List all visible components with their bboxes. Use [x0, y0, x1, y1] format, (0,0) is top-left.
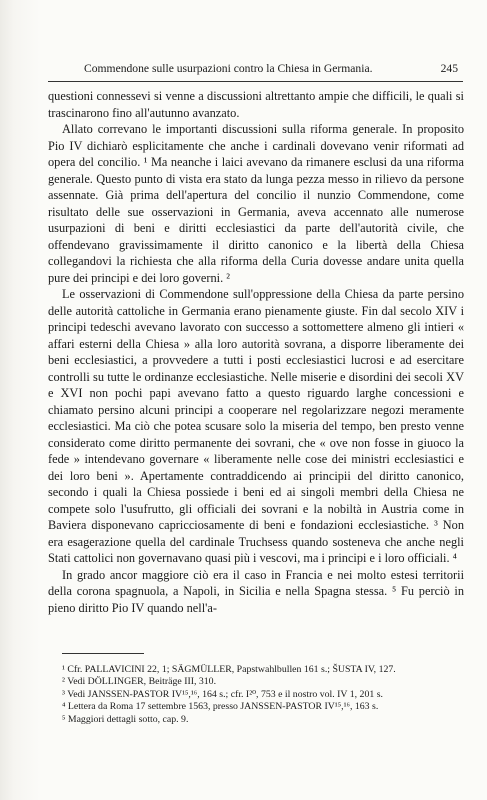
footnote: ⁵ Maggiori dettagli sotto, cap. 9.: [62, 713, 189, 725]
paragraph: Allato correvano le importanti discussioni sulla riforma generale. In proposito Pio IV dichiarò esplicitamente che anche i cardinali dovevano venir riformati ad opera del concilio. ¹ Ma neanche i laici avevano da rimanere esclusi da una riforma generale. Questo punto di vista era stato da lunga pezza messo in rilievo da persone assennate. Già prima dell'apertura del concilio il nunzio Commendone, come risultato delle sue osservazioni in Germania, aveva accennato alle numerose usurpazioni di beni e diritti ecclesiastici da parte dell'autorità civile, che offendevano gravissimamente il diritto canonico e la libertà della Chiesa collegandovi la richiesta che alla riforma della Curia dovesse andare unita quella pure dei principi e dei loro governi. ²: [48, 122, 464, 285]
paragraph-continuation: questioni connessevi si venne a discussioni altrettanto ampie che difficili, le quali si trascinarono fino all'autunno avanzato.: [48, 89, 464, 120]
footnote: ³ Vedi JANSSEN-PASTOR IV¹⁵,¹⁶, 164 s.; cfr. I²⁰, 753 e il nostro vol. IV 1, 201 s.: [62, 688, 383, 700]
footnote: ¹ Cfr. PALLAVICINI 22, 1; SÄGMÜLLER, Papstwahlbullen 161 s.; ŠUSTA IV, 127.: [62, 664, 396, 675]
page-number: 245: [440, 62, 458, 75]
footnote-rule: [62, 653, 144, 654]
paragraph: In grado ancor maggiore ciò era il caso in Francia e nei molto estesi territorii della corona spagnuola, a Napoli, in Sicilia e nella Spagna stessa. ⁵ Fu perciò in pieno diritto Pio IV quando nell'a-: [48, 567, 464, 615]
body-text: [48, 88, 464, 616]
footnote: ² Vedi DÖLLINGER, Beiträge III, 310.: [62, 676, 217, 688]
running-header: [48, 62, 465, 78]
running-title: Commendone sulle usurpazioni contro la Chiesa in Germania.: [84, 62, 373, 75]
footnote: ⁴ Lettera da Roma 17 settembre 1563, presso JANSSEN-PASTOR IV¹⁵,¹⁶, 163 s.: [62, 701, 379, 713]
paragraph: Le osservazioni di Commendone sull'oppressione della Chiesa da parte persino delle autorità cattoliche in Germania erano pienamente giuste. Fin dal secolo XIV i principi tedeschi avevano lavorato con successo a sottomettere almeno gli intieri « affari esterni della Chiesa » alla loro autorità sovrana, a disporre liberamente dei beni ecclesiastici, a provvedere a tutti i posti ecclesiastici lucrosi e ad esercitare controlli su tutte le ordinanze ecclesiastiche. Nelle miserie e disordini dei secoli XV e XVI non pochi papi avevano fatto a questo riguardo larghe concessioni e chiamato persino alcuni principi a cooperare nel regolarizzare negozi meramente ecclesiastici. Ma ciò che potea scusare solo la miseria del tempo, ben presto venne considerato come diritto permanente dei sovrani, che « ove non fosse in giuoco la fede » intendevano governare « liberamente nelle cose dei ministri ecclesiastici e dei loro beni ». Apertamente contraddicendo ai principii del diritto canonico, secondo i quali la Chiesa possiede i beni ed ai singoli membri della Chiesa ne compete solo l'usufrutto, gli officiali dei sovrani e la nobiltà in Austria come in Baviera disponevano capricciosamente di beni e fondazioni ecclesiastiche. ³ Non era esagerazione quella del cardinale Truchsess quando sosteneva che anche negli Stati cattolici non governavano quasi più i vescovi, ma i principi e i loro officiali. ⁴: [48, 287, 464, 565]
header-rule: [48, 81, 463, 82]
footnotes: [48, 664, 464, 726]
